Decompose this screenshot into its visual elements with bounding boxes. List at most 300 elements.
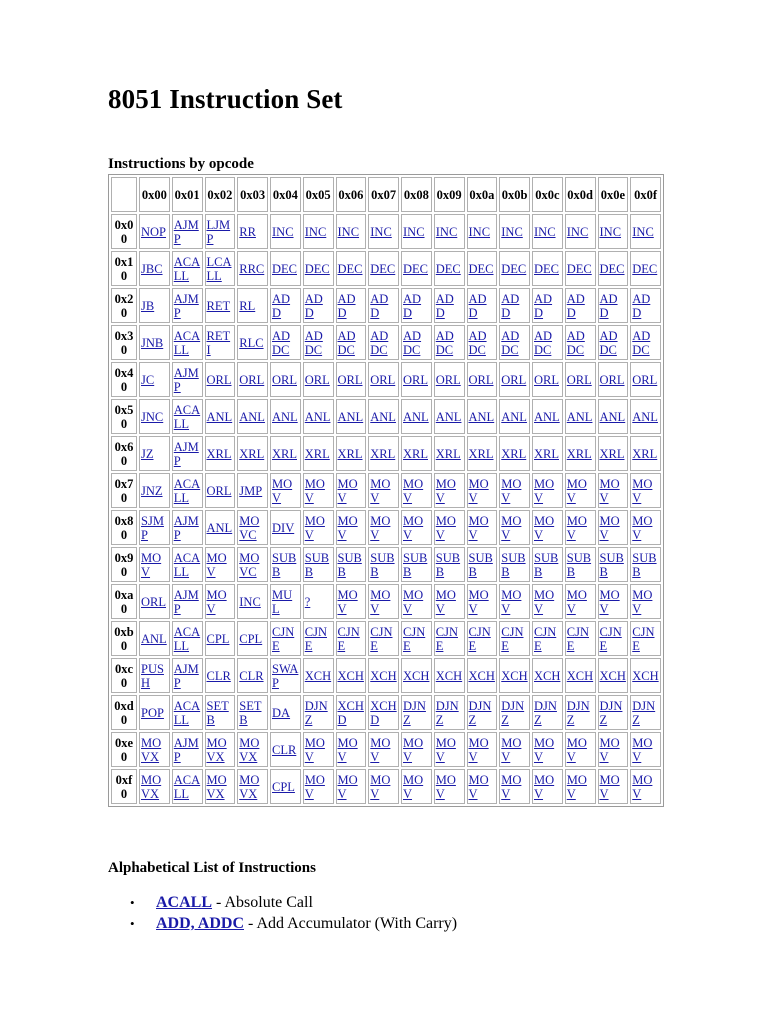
instruction-link[interactable]: MOV [370, 513, 391, 542]
instruction-link[interactable]: ACALL [173, 624, 201, 653]
instruction-link[interactable]: SETB [239, 698, 262, 727]
instruction-link[interactable]: MOV [534, 587, 555, 616]
instruction-link[interactable]: ANL [534, 409, 560, 424]
instruction-link[interactable]: MOV [468, 772, 489, 801]
instruction-link[interactable]: DEC [501, 261, 527, 276]
opcode-cell [139, 214, 170, 249]
instruction-link[interactable]: ADDC [403, 328, 422, 357]
instruction-link[interactable]: INC [632, 224, 654, 239]
opcode-cell [598, 732, 629, 767]
instruction-link[interactable]: DJNZ [304, 698, 328, 727]
instruction-link[interactable]: DJNZ [632, 698, 656, 727]
instruction-link[interactable]: XCH [304, 668, 332, 683]
instruction-link[interactable]: CPL [272, 779, 295, 794]
instruction-link[interactable]: CJNE [403, 624, 426, 653]
instruction-link[interactable]: MOV [337, 772, 358, 801]
instruction-link[interactable]: ANL [206, 520, 233, 535]
instruction-link[interactable]: AJMP [173, 365, 199, 394]
instruction-link[interactable]: ORL [141, 594, 166, 609]
instruction-link[interactable]: DEC [337, 261, 363, 276]
instruction-link[interactable]: MOV [632, 772, 653, 801]
instruction-link[interactable]: MOV [304, 513, 325, 542]
instruction-link-acall[interactable]: ACALL [156, 894, 213, 911]
instruction-link[interactable]: MOV [403, 476, 424, 505]
instruction-link[interactable]: SUBB [501, 550, 526, 579]
instruction-link[interactable]: ORL [435, 372, 461, 387]
opcode-cell [434, 769, 465, 804]
instruction-link[interactable]: AJMP [173, 291, 199, 320]
opcode-cell [434, 214, 465, 249]
instruction-link[interactable]: ACALL [173, 254, 201, 283]
row-header: 0x20 [111, 288, 137, 323]
instruction-link[interactable]: SUBB [632, 550, 657, 579]
instruction-link[interactable]: ADD [632, 291, 651, 320]
instruction-link[interactable]: RRC [239, 261, 265, 276]
instruction-link[interactable]: SETB [206, 698, 229, 727]
opcode-cell [467, 214, 498, 249]
instruction-link[interactable]: ANL [566, 409, 593, 424]
instruction-link[interactable]: MOV [632, 476, 653, 505]
instruction-link[interactable]: ANL [239, 409, 265, 424]
instruction-link[interactable]: MOV [370, 772, 391, 801]
instruction-link[interactable]: ADD [337, 291, 356, 320]
instruction-link[interactable]: XCH [566, 668, 594, 683]
instruction-link[interactable]: DIV [272, 520, 295, 535]
opcode-cell [434, 621, 465, 656]
instruction-link[interactable]: ADDC [272, 328, 291, 357]
instruction-link[interactable]: SUBB [435, 550, 461, 579]
instruction-link[interactable]: ANL [468, 409, 495, 424]
instruction-link[interactable]: ADDC [304, 328, 323, 357]
instruction-link[interactable]: ORL [403, 372, 428, 387]
instruction-link[interactable]: ACALL [173, 476, 201, 505]
instruction-link[interactable]: LCALL [206, 254, 232, 283]
instruction-link[interactable]: DEC [403, 261, 428, 276]
instruction-link[interactable]: INC [370, 224, 392, 239]
instruction-link[interactable]: ANL [632, 409, 658, 424]
instruction-link[interactable]: RETI [206, 328, 231, 357]
instruction-link[interactable]: MOV [304, 735, 325, 764]
instruction-link[interactable]: ACALL [173, 772, 201, 801]
instruction-link[interactable]: ADDC [370, 328, 389, 357]
instruction-link[interactable]: MOVX [206, 772, 227, 801]
instruction-link[interactable]: JNB [141, 335, 164, 350]
instruction-link[interactable]: CJNE [501, 624, 524, 653]
instruction-link[interactable]: INC [239, 594, 261, 609]
instruction-link[interactable]: RET [206, 298, 231, 313]
instruction-link[interactable]: CLR [272, 742, 297, 757]
instruction-link[interactable]: MOV [435, 513, 456, 542]
instruction-link[interactable]: MOV [403, 735, 424, 764]
opcode-cell [303, 473, 334, 508]
instruction-link[interactable]: SUBB [272, 550, 297, 579]
opcode-cell [172, 362, 203, 397]
instruction-link[interactable]: JNZ [141, 483, 163, 498]
instruction-link[interactable]: MOV [435, 735, 456, 764]
instruction-link[interactable]: XCH [337, 668, 364, 683]
instruction-link[interactable]: DJNZ [435, 698, 459, 727]
instruction-link[interactable]: XCHD [337, 698, 364, 727]
instruction-link[interactable]: MOV [599, 735, 620, 764]
instruction-link[interactable]: MOV [501, 476, 522, 505]
opcode-header-row [111, 177, 661, 212]
instruction-link[interactable]: JMP [239, 483, 263, 498]
opcode-cell [565, 584, 596, 619]
instruction-link[interactable]: AJMP [173, 513, 199, 542]
instruction-link[interactable]: RLC [239, 335, 264, 350]
instruction-link[interactable]: DEC [370, 261, 396, 276]
instruction-link[interactable]: ADDC [435, 328, 454, 357]
instruction-link[interactable]: INC [599, 224, 622, 239]
instruction-link[interactable]: XRL [370, 446, 396, 461]
opcode-cell [237, 621, 268, 656]
instruction-link[interactable]: CJNE [435, 624, 458, 653]
instruction-link[interactable]: ANL [141, 631, 167, 646]
instruction-link[interactable]: MOV [206, 550, 227, 579]
instruction-link[interactable]: MOV [141, 550, 162, 579]
instruction-link[interactable]: MOV [566, 772, 587, 801]
instruction-link[interactable]: DEC [599, 261, 625, 276]
instruction-link[interactable]: ORL [632, 372, 658, 387]
instruction-link[interactable]: MOV [403, 587, 424, 616]
instruction-link[interactable]: MOV [534, 772, 555, 801]
opcode-cell [139, 473, 170, 508]
opcode-cell [467, 325, 498, 360]
instruction-link[interactable]: ANL [435, 409, 462, 424]
instruction-link[interactable]: CJNE [304, 624, 327, 653]
instruction-link[interactable]: XRL [468, 446, 494, 461]
instruction-link[interactable]: ORL [599, 372, 625, 387]
instruction-link[interactable]: CJNE [468, 624, 491, 653]
instruction-link[interactable]: ADDC [501, 328, 520, 357]
instruction-link[interactable]: JNC [141, 409, 164, 424]
instruction-link[interactable]: DEC [468, 261, 494, 276]
instruction-link[interactable]: DJNZ [566, 698, 590, 727]
instruction-link[interactable]: ? [304, 594, 311, 609]
opcode-cell [237, 658, 268, 693]
instruction-link[interactable]: XCH [501, 668, 528, 683]
instruction-link[interactable]: DEC [632, 261, 658, 276]
opcode-cell [434, 510, 465, 545]
instruction-link[interactable]: MOVX [239, 735, 260, 764]
instruction-link[interactable]: CJNE [534, 624, 557, 653]
instruction-link[interactable]: MOV [370, 735, 391, 764]
instruction-link[interactable]: AJMP [173, 217, 199, 246]
instruction-link[interactable]: ACALL [173, 402, 201, 431]
instruction-link[interactable]: MOV [534, 476, 555, 505]
instruction-link[interactable]: MOV [435, 772, 456, 801]
instruction-link[interactable]: MOV [337, 513, 358, 542]
opcode-cell [630, 658, 661, 693]
opcode-cell [467, 362, 498, 397]
list-item [108, 892, 457, 913]
instruction-link[interactable]: MOV [501, 735, 522, 764]
instruction-link[interactable]: ACALL [173, 328, 201, 357]
instruction-link[interactable]: CJNE [599, 624, 622, 653]
instruction-link[interactable]: AJMP [173, 661, 199, 690]
instruction-link[interactable]: ADD [435, 291, 454, 320]
instruction-link[interactable]: SJMP [141, 513, 164, 542]
table-row [111, 325, 661, 360]
instruction-link[interactable]: INC [304, 224, 327, 239]
instruction-link[interactable]: ORL [304, 372, 330, 387]
instruction-link[interactable]: XRL [403, 446, 428, 461]
opcode-cell [336, 214, 367, 249]
instruction-link[interactable]: ADD [370, 291, 389, 320]
instruction-link[interactable]: MOV [501, 587, 522, 616]
instruction-link[interactable]: ORL [239, 372, 265, 387]
instruction-link[interactable]: MOV [370, 587, 391, 616]
instruction-link[interactable]: MOV [632, 735, 653, 764]
instruction-link[interactable]: MOV [337, 587, 358, 616]
instruction-link[interactable]: SWAP [272, 661, 299, 690]
opcode-cell [237, 547, 268, 582]
instruction-link[interactable]: CLR [206, 668, 231, 683]
opcode-cell [532, 251, 563, 286]
instruction-link[interactable]: MOV [337, 476, 358, 505]
instruction-link[interactable]: XRL [534, 446, 559, 461]
instruction-link[interactable]: INC [566, 224, 589, 239]
instruction-link-add-addc[interactable]: ADD, ADDC [156, 915, 244, 932]
instruction-link[interactable]: MUL [272, 587, 293, 616]
instruction-link[interactable]: MOV [566, 476, 587, 505]
opcode-cell [630, 214, 661, 249]
instruction-link[interactable]: MOV [534, 513, 555, 542]
instruction-link[interactable]: ORL [206, 372, 232, 387]
instruction-link[interactable]: MOV [566, 587, 587, 616]
instruction-link[interactable]: SUBB [403, 550, 428, 579]
instruction-link[interactable]: XRL [501, 446, 527, 461]
instruction-link[interactable]: MOV [566, 735, 587, 764]
instruction-link[interactable]: ANL [304, 409, 331, 424]
instruction-link[interactable]: AJMP [173, 439, 199, 468]
instruction-link[interactable]: ADDC [566, 328, 585, 357]
instruction-link[interactable]: RL [239, 298, 256, 313]
instruction-link[interactable]: ADD [304, 291, 323, 320]
instruction-link[interactable]: INC [337, 224, 360, 239]
instruction-link[interactable]: MOV [566, 513, 587, 542]
instruction-link[interactable]: MOV [370, 476, 391, 505]
instruction-link[interactable]: MOV [304, 476, 325, 505]
instruction-link[interactable]: MOVX [141, 735, 162, 764]
instruction-link[interactable]: MOVX [206, 735, 227, 764]
instruction-link[interactable]: CPL [239, 631, 263, 646]
instruction-link[interactable]: ADD [403, 291, 422, 320]
instruction-link[interactable]: CJNE [272, 624, 295, 653]
instruction-link[interactable]: ADD [272, 291, 291, 320]
instruction-link[interactable]: DEC [534, 261, 559, 276]
instruction-link[interactable]: LJMP [206, 217, 231, 246]
instruction-link[interactable]: DJNZ [599, 698, 623, 727]
opcode-table-container [108, 174, 664, 807]
instruction-link[interactable]: CJNE [566, 624, 589, 653]
instruction-link[interactable]: ORL [206, 483, 232, 498]
instruction-link[interactable]: ADD [501, 291, 520, 320]
instruction-link[interactable]: ADD [468, 291, 487, 320]
instruction-link[interactable]: XCH [599, 668, 626, 683]
instruction-link[interactable]: ADDC [632, 328, 651, 357]
instruction-link[interactable]: XRL [304, 446, 330, 461]
instruction-link[interactable]: POP [141, 705, 164, 720]
instruction-link[interactable]: XCHD [370, 698, 397, 727]
instruction-link[interactable]: ANL [599, 409, 626, 424]
instruction-link[interactable]: MOVX [239, 772, 260, 801]
instruction-link[interactable]: ADDC [337, 328, 356, 357]
instruction-link[interactable]: XRL [566, 446, 592, 461]
instruction-link[interactable]: ADD [566, 291, 585, 320]
instruction-link[interactable]: MOV [337, 735, 358, 764]
instruction-link[interactable]: MOV [468, 513, 489, 542]
instruction-link[interactable]: ANL [272, 409, 298, 424]
instruction-link[interactable]: DEC [435, 261, 461, 276]
instruction-link[interactable]: MOV [599, 772, 620, 801]
instruction-link[interactable]: INC [534, 224, 556, 239]
instruction-link[interactable]: ORL [337, 372, 363, 387]
instruction-link[interactable]: XRL [206, 446, 232, 461]
instruction-link[interactable]: MOV [403, 772, 424, 801]
instruction-link[interactable]: ANL [370, 409, 396, 424]
instruction-link[interactable]: MOV [468, 735, 489, 764]
instruction-link[interactable]: MOVX [141, 772, 162, 801]
row-header: 0xd0 [111, 695, 137, 730]
instruction-link[interactable]: XCH [435, 668, 463, 683]
instruction-link[interactable]: XRL [435, 446, 461, 461]
instruction-link[interactable]: ORL [534, 372, 559, 387]
instruction-link[interactable]: ACALL [173, 698, 201, 727]
instruction-link[interactable]: DEC [304, 261, 330, 276]
instruction-link[interactable]: SUBB [468, 550, 493, 579]
instruction-link[interactable]: MOV [304, 772, 325, 801]
instruction-link[interactable]: JC [141, 372, 155, 387]
instruction-link[interactable]: SUBB [599, 550, 624, 579]
instruction-link[interactable]: MOV [272, 476, 293, 505]
instruction-link[interactable]: MOV [632, 513, 653, 542]
instruction-link[interactable]: CPL [206, 631, 230, 646]
instruction-link[interactable]: DJNZ [534, 698, 557, 727]
opcode-cell [172, 214, 203, 249]
instruction-link[interactable]: XRL [239, 446, 265, 461]
instruction-link[interactable]: INC [501, 224, 523, 239]
opcode-cell [598, 769, 629, 804]
instruction-link[interactable]: JB [141, 298, 155, 313]
instruction-link[interactable]: MOV [599, 476, 620, 505]
opcode-cell [630, 436, 661, 471]
instruction-link[interactable]: ORL [370, 372, 396, 387]
opcode-cell [532, 473, 563, 508]
instruction-link[interactable]: ORL [468, 372, 494, 387]
instruction-link[interactable]: MOV [468, 587, 489, 616]
instruction-link[interactable]: RR [239, 224, 256, 239]
instruction-link[interactable]: INC [468, 224, 491, 239]
instruction-link[interactable]: MOVC [239, 550, 260, 579]
instruction-link[interactable]: MOV [599, 513, 620, 542]
instruction-link[interactable]: INC [403, 224, 425, 239]
instruction-link[interactable]: SUBB [370, 550, 395, 579]
opcode-cell [205, 658, 236, 693]
instruction-link[interactable]: NOP [141, 224, 167, 239]
instruction-link[interactable]: SUBB [337, 550, 362, 579]
opcode-cell [139, 510, 170, 545]
instruction-link[interactable]: ADDC [534, 328, 553, 357]
instruction-link[interactable]: XRL [272, 446, 297, 461]
instruction-link[interactable]: XRL [632, 446, 658, 461]
instruction-link[interactable]: PUSH [141, 661, 164, 690]
instruction-link[interactable]: MOV [435, 476, 456, 505]
instruction-link[interactable]: MOV [632, 587, 653, 616]
instruction-link[interactable]: ADD [599, 291, 618, 320]
instruction-link[interactable]: MOVC [239, 513, 260, 542]
instruction-link[interactable]: DA [272, 705, 291, 720]
column-header: 0x06 [336, 177, 367, 212]
instruction-link[interactable]: MOV [501, 513, 522, 542]
instruction-link[interactable]: ACALL [173, 550, 201, 579]
instruction-link[interactable]: SUBB [304, 550, 330, 579]
instruction-link[interactable]: XCH [468, 668, 495, 683]
opcode-cell [139, 695, 170, 730]
instruction-link[interactable]: SUBB [534, 550, 559, 579]
instruction-link[interactable]: ADDC [599, 328, 618, 357]
instruction-link[interactable]: ANL [501, 409, 527, 424]
instruction-link[interactable]: MOV [468, 476, 489, 505]
instruction-link[interactable]: ANL [337, 409, 364, 424]
instruction-link[interactable]: MOV [206, 587, 227, 616]
instruction-link[interactable]: DJNZ [403, 698, 426, 727]
instruction-link[interactable]: DEC [566, 261, 592, 276]
opcode-cell [630, 584, 661, 619]
instruction-link[interactable]: MOV [501, 772, 522, 801]
instruction-link[interactable]: ANL [206, 409, 233, 424]
instruction-link[interactable]: ADD [534, 291, 553, 320]
instruction-link[interactable]: MOV [534, 735, 555, 764]
instruction-link[interactable]: XCH [403, 668, 430, 683]
instruction-link[interactable]: ORL [501, 372, 527, 387]
instruction-link[interactable]: DJNZ [468, 698, 492, 727]
instruction-link[interactable]: XCH [534, 668, 561, 683]
opcode-cell [630, 251, 661, 286]
instruction-link[interactable]: ANL [403, 409, 429, 424]
instruction-link[interactable]: AJMP [173, 587, 199, 616]
instruction-link[interactable]: XCH [632, 668, 659, 683]
instruction-link[interactable]: INC [435, 224, 458, 239]
instruction-link[interactable]: ORL [566, 372, 592, 387]
row-header: 0xb0 [111, 621, 137, 656]
instruction-link[interactable]: SUBB [566, 550, 592, 579]
opcode-cell [499, 288, 530, 323]
table-row [111, 473, 661, 508]
instruction-link[interactable]: XCH [370, 668, 397, 683]
instruction-link[interactable]: INC [272, 224, 294, 239]
instruction-link[interactable]: JZ [141, 446, 154, 461]
instruction-link[interactable]: CJNE [337, 624, 360, 653]
instruction-link[interactable]: CLR [239, 668, 264, 683]
instruction-link[interactable]: DEC [272, 261, 297, 276]
instruction-link[interactable]: AJMP [173, 735, 199, 764]
instruction-link[interactable]: CJNE [632, 624, 655, 653]
instruction-link[interactable]: ADDC [468, 328, 487, 357]
instruction-link[interactable]: MOV [403, 513, 424, 542]
opcode-cell [401, 621, 432, 656]
instruction-link[interactable]: ORL [272, 372, 297, 387]
opcode-cell [303, 510, 334, 545]
instruction-link[interactable]: CJNE [370, 624, 393, 653]
instruction-link[interactable]: DJNZ [501, 698, 525, 727]
instruction-link[interactable]: MOV [435, 587, 456, 616]
instruction-link[interactable]: XRL [337, 446, 363, 461]
instruction-link[interactable]: JBC [141, 261, 163, 276]
instruction-link[interactable]: XRL [599, 446, 625, 461]
opcode-cell [205, 325, 236, 360]
instruction-link[interactable]: MOV [599, 587, 620, 616]
